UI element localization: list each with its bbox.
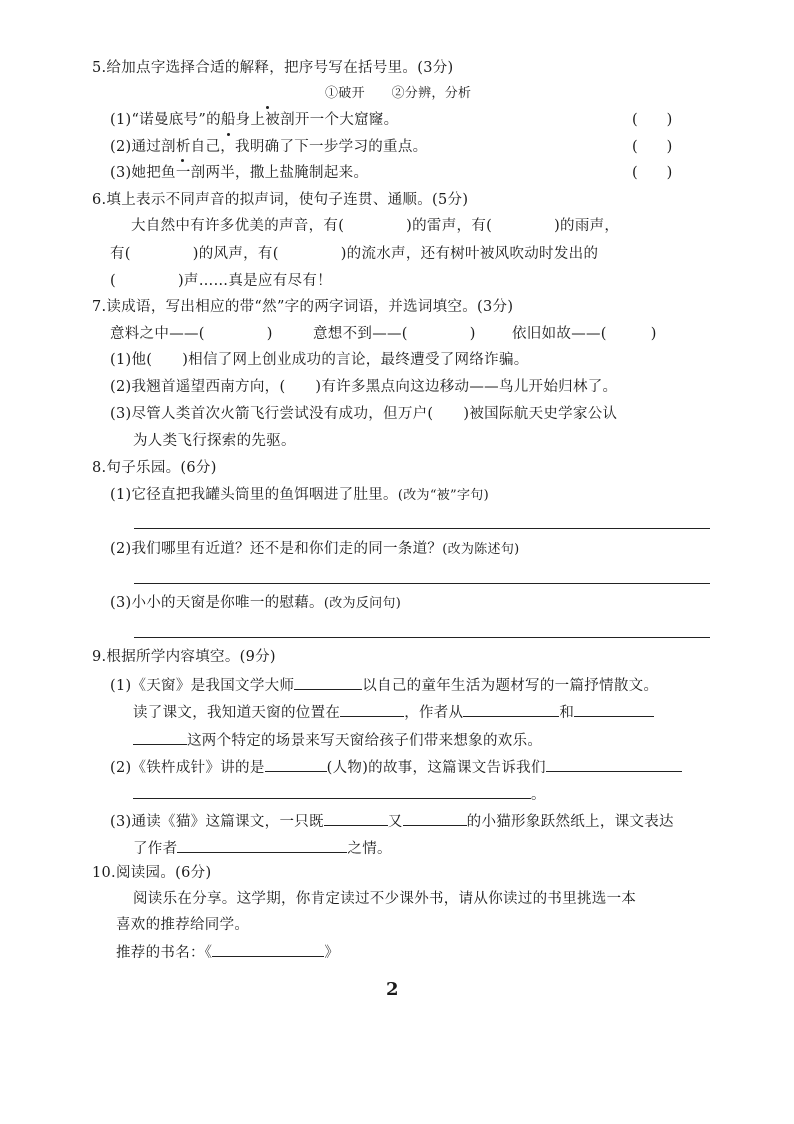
q6-line-2: 有( )的风声，有( )的流水声，还有树叶被风吹动时发出的 [110, 246, 599, 262]
q8-sentence-1: (1)它径直把我罐头筒里的鱼饵咽进了肚里。(改为“被”字句) [110, 487, 489, 503]
q8-answer-line-3[interactable] [134, 637, 710, 638]
q5-title: 5.给加点字选择合适的解释，把序号写在括号里。(3分) [92, 60, 454, 76]
q9-part-3-line-2: 了作者 之情。 [133, 837, 392, 859]
q9-part-2-line-1: (2)《铁杵成针》讲的是 (人物)的故事，这篇课文告诉我们 [110, 756, 682, 778]
emphasis-dot [227, 133, 230, 136]
q9-blank-author[interactable] [294, 674, 362, 690]
q5-answer-2[interactable]: ( ) [632, 139, 673, 155]
q9-blank-scene-2[interactable] [574, 701, 654, 717]
q9-title: 9.根据所学内容填空。(9分) [92, 649, 276, 665]
q9-blank-lesson-2[interactable] [133, 783, 531, 799]
q6-title: 6.填上表示不同声音的拟声词，使句子连贯、通顺。(5分) [92, 192, 469, 208]
q9-part-1-line-1: (1)《天窗》是我国文学大师 以自己的童年生活为题材写的一篇抒情散文。 [110, 674, 658, 696]
q10-paragraph-1: 阅读乐在分享。这学期，你肯定读过不少课外书，请从你读过的书里挑选一本 [133, 891, 637, 907]
q5-item-1: (1)“诺曼底号”的船身上被剖开一个大窟窿。 [110, 112, 399, 128]
q8-answer-line-2[interactable] [134, 583, 710, 584]
q9-part-3-line-1: (3)通读《猫》这篇课文，一只既 又 的小猫形象跃然纸上，课文表达 [110, 810, 674, 832]
q10-book-line: 推荐的书名：《 》 [116, 941, 339, 963]
q5-options: ①破开 ②分辨，分析 [325, 86, 472, 101]
q9-blank-trait-2[interactable] [403, 810, 467, 826]
q7-sentence-1: (1)他( )相信了网上创业成功的言论，最终遭受了网络诈骗。 [110, 352, 529, 368]
q10-blank-book-title[interactable] [212, 941, 324, 957]
q9-blank-scene-3[interactable] [133, 729, 187, 745]
q9-part-1-line-3: 这两个特定的场景来写天窗给孩子们带来想象的欢乐。 [133, 729, 542, 751]
q10-title: 10.阅读园。(6分) [92, 865, 212, 881]
q10-paragraph-2: 喜欢的推荐给同学。 [116, 917, 250, 933]
q7-idiom-2: 意想不到——( ) [313, 326, 476, 342]
q9-blank-person[interactable] [265, 756, 327, 772]
q8-sentence-3: (3)小小的天窗是你唯一的慰藉。(改为反问句) [110, 595, 402, 611]
q5-item-3: (3)她把鱼一剖两半，撒上盐腌制起来。 [110, 165, 369, 181]
q9-blank-feeling[interactable] [177, 837, 347, 853]
q7-sentence-2: (2)我翘首遥望西南方向，( )有许多黑点向这边移动——鸟儿开始归林了。 [110, 379, 618, 395]
q9-blank-lesson-1[interactable] [546, 756, 682, 772]
q9-part-2-line-2: 。 [133, 783, 546, 805]
page-number: 2 [386, 979, 399, 1000]
q7-sentence-3-cont: 为人类飞行探索的先驱。 [133, 433, 296, 449]
q5-answer-1[interactable]: ( ) [632, 112, 673, 128]
emphasis-dot [181, 159, 184, 162]
q7-idiom-1: 意料之中——( ) [110, 326, 273, 342]
emphasis-dot [266, 106, 269, 109]
q8-sentence-2: (2)我们哪里有近道？还不是和你们走的同一条道？(改为陈述句) [110, 541, 520, 557]
q7-title: 7.读成语，写出相应的带“然”字的两字词语，并选词填空。(3分) [92, 299, 514, 315]
q5-item-2: (2)通过剖析自己，我明确了下一步学习的重点。 [110, 139, 428, 155]
q9-part-1-line-2: 读了课文，我知道天窗的位置在 ，作者从 和 [133, 701, 654, 723]
q8-answer-line-1[interactable] [134, 528, 710, 529]
q9-blank-scene-1[interactable] [463, 701, 559, 717]
q9-blank-trait-1[interactable] [324, 810, 388, 826]
q6-line-3: ( )声……真是应有尽有！ [110, 273, 332, 289]
q7-sentence-3: (3)尽管人类首次火箭飞行尝试没有成功，但万户( )被国际航天史学家公认 [110, 406, 618, 422]
q6-line-1: 大自然中有许多优美的声音，有( )的雷声，有( )的雨声， [131, 218, 620, 234]
q9-blank-location[interactable] [340, 701, 404, 717]
q8-title: 8.句子乐园。(6分) [92, 460, 217, 476]
q7-idiom-3: 依旧如故——( ) [512, 326, 657, 342]
q5-answer-3[interactable]: ( ) [632, 165, 673, 181]
